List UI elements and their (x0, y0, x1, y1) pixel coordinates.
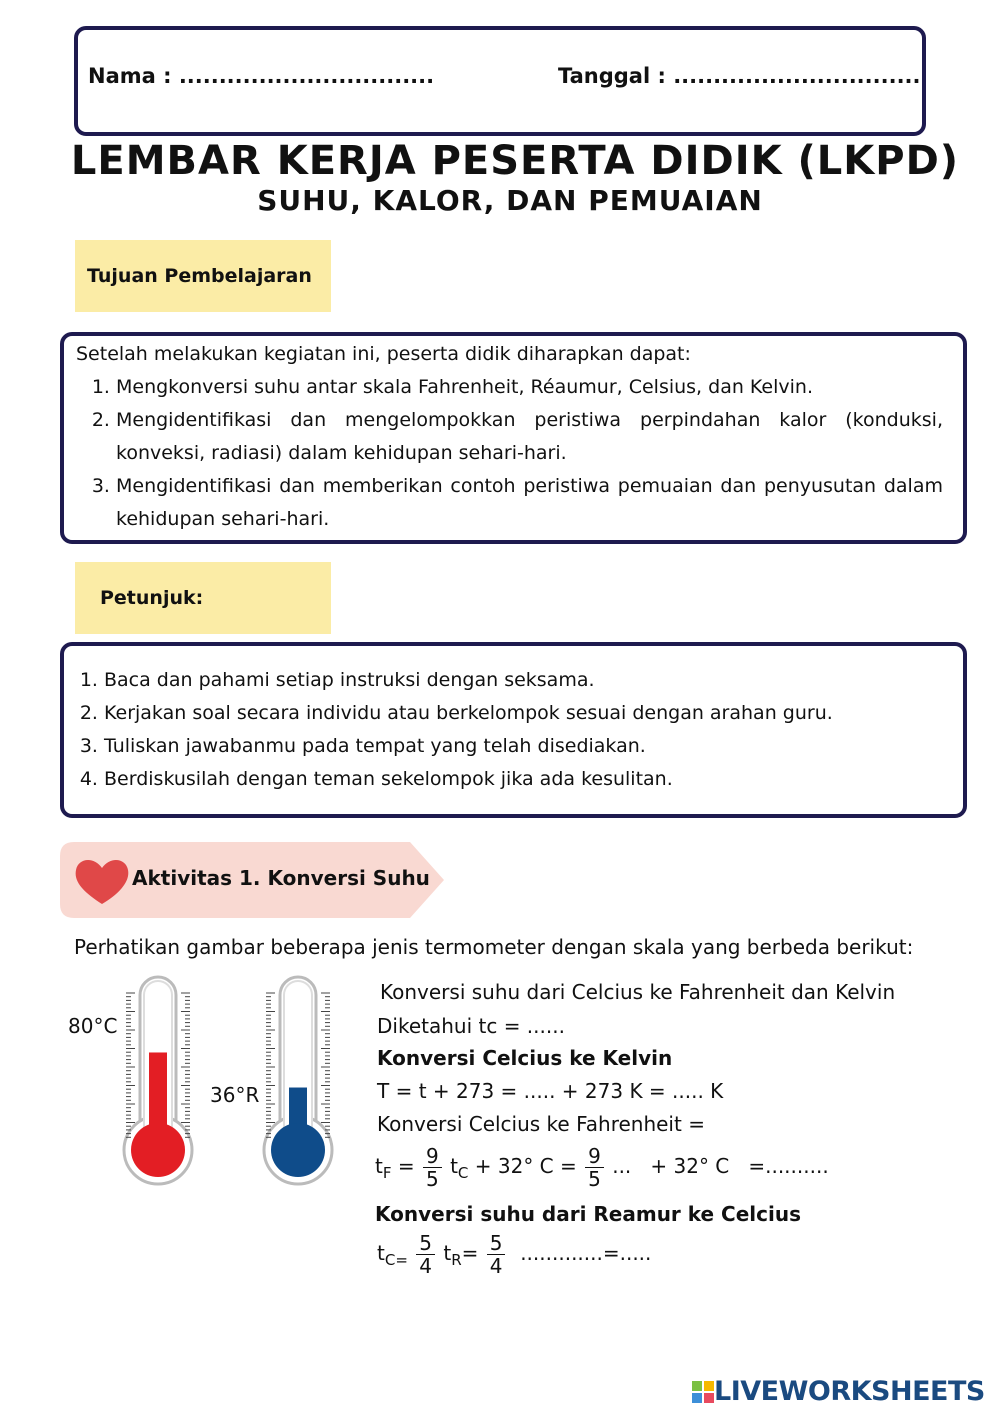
formula-reamur[interactable]: $t_{C=}$ $\frac{5}{4}$ $t_R=$ $\frac{5}{4}$ .............=..... (377, 1231, 652, 1278)
heading-c-to-f: Konversi Celcius ke Fahrenheit = (377, 1112, 705, 1136)
page-title: LEMBAR KERJA PESERTA DIDIK (LKPD) (70, 138, 960, 184)
goal-item: 3. Mengidentifikasi dan memberikan contoh peristiwa pemuaian dan penyusutan dalam kehidupan sehari-hari. (116, 470, 943, 536)
line-known[interactable]: Diketahui tc = ...... (377, 1014, 565, 1038)
page-subtitle: SUHU, KALOR, DAN PEMUAIAN (257, 184, 763, 217)
instruction-item: 3. Tuliskan jawabanmu pada tempat yang telah disediakan. (104, 730, 943, 763)
formula-fahrenheit[interactable]: $t_F$ = $\frac{9}{5}$ $t_C + 32^\circ$ C = $\frac{9}{5}$ ... + 32° C =.......... (375, 1144, 829, 1191)
goals-heading: Tujuan Pembelajaran (75, 240, 331, 312)
identity-box (74, 26, 926, 136)
goals-intro: Setelah melakukan kegiatan ini, peserta didik diharapkan dapat: (76, 343, 691, 365)
instruction-item: 4. Berdiskusilah dengan teman sekelompok jika ada kesulitan. (104, 763, 943, 796)
instruction-item: 1. Baca dan pahami setiap instruksi dengan seksama. (104, 664, 943, 697)
instructions-heading: Petunjuk: (75, 562, 331, 634)
live-logo-icon (692, 1381, 714, 1403)
thermometer-bulb (271, 1123, 325, 1177)
celsius-thermometer (118, 975, 198, 1187)
heading-r-to-c: Konversi suhu dari Reamur ke Celcius (375, 1202, 801, 1226)
activity-intro: Perhatikan gambar beberapa jenis termometer dengan skala yang berbeda berikut: (74, 935, 914, 959)
thermo2-label: 36°R (210, 1083, 260, 1107)
name-field[interactable]: Nama : ................................ (88, 64, 435, 88)
activity-heading: Aktivitas 1. Konversi Suhu (132, 866, 430, 890)
formula-kelvin[interactable]: T = t + 273 = ..... + 273 K = ..... K (377, 1079, 724, 1103)
goal-item: 2. Mengidentifikasi dan mengelompokkan peristiwa perpindahan kalor (konduksi, konveksi, radiasi) dalam kehidupan sehari-hari. (116, 404, 943, 470)
thermometer-bulb (131, 1123, 185, 1177)
goal-item: 1. Mengkonversi suhu antar skala Fahrenheit, Réaumur, Celsius, dan Kelvin. (116, 371, 943, 404)
liveworksheets-logo: LIVEWORKSHEETS (692, 1376, 985, 1407)
thermo1-label: 80°C (68, 1014, 118, 1038)
line-conversion-title: Konversi suhu dari Celcius ke Fahrenheit dan Kelvin (380, 980, 896, 1004)
reaumur-thermometer (258, 975, 338, 1187)
instructions-box (60, 642, 967, 818)
date-field[interactable]: Tanggal : ............................... (558, 64, 921, 88)
goals-box (60, 332, 967, 544)
instruction-item: 2. Kerjakan soal secara individu atau berkelompok sesuai dengan arahan guru. (104, 697, 943, 730)
heading-c-to-k: Konversi Celcius ke Kelvin (377, 1046, 673, 1070)
